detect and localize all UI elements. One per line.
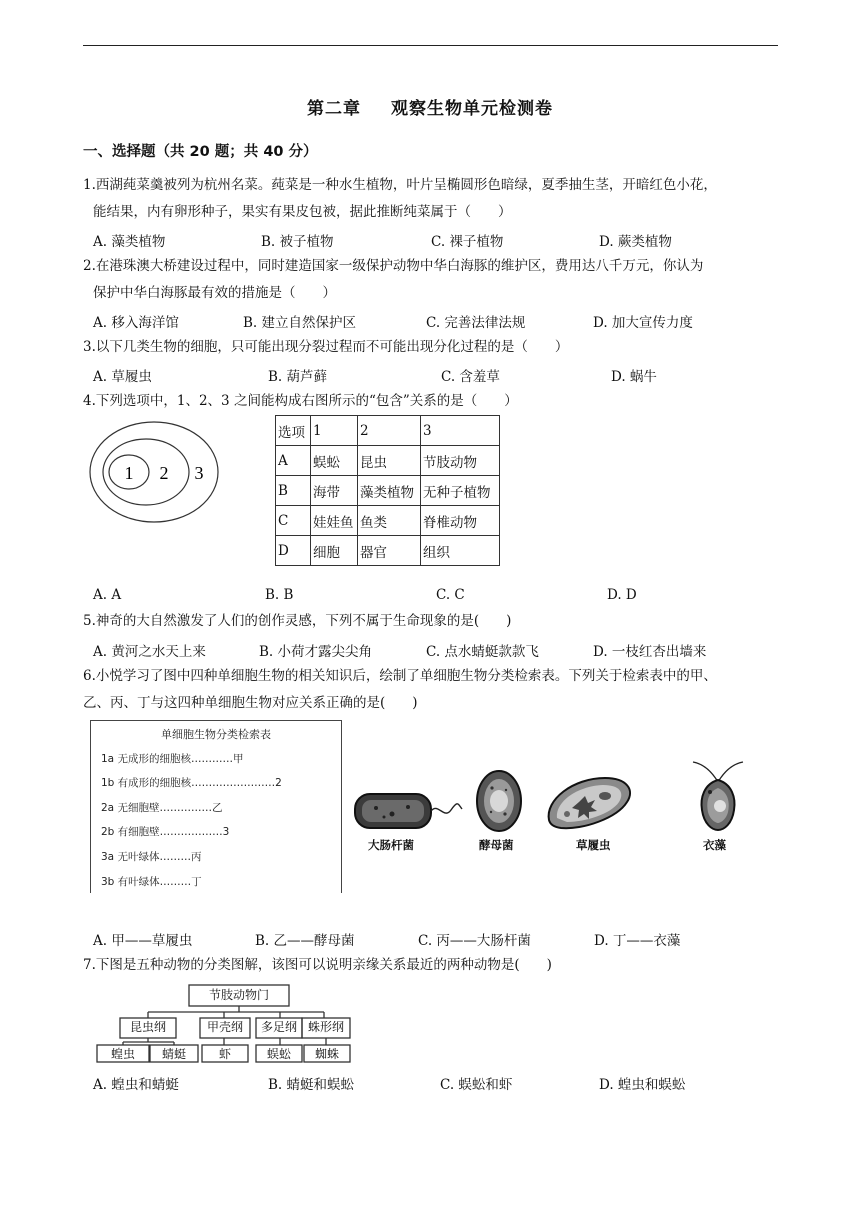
tree-class-label: 甲壳纲 — [206, 1020, 243, 1034]
question-6-options — [93, 929, 783, 951]
tree-animal-label: 蜈蚣 — [266, 1047, 291, 1061]
key-row: 1b 有成形的细胞核……………………2 — [101, 777, 282, 789]
key-row: 2b 有细胞壁………………3 — [101, 826, 230, 838]
option-a[interactable]: A. 移入海洋馆 — [93, 315, 179, 331]
question-5: 5.神奇的大自然激发了人们的创作灵感，下列不属于生命现象的是( ) — [83, 613, 512, 629]
paramecium-illustration — [543, 772, 635, 832]
option-d[interactable]: D. 蕨类植物 — [599, 234, 672, 250]
option-b[interactable]: B. B — [265, 587, 294, 603]
option-d[interactable]: D. 一枝红杏出墙来 — [593, 644, 707, 660]
tree-class-label: 蛛形纲 — [307, 1020, 344, 1034]
option-b[interactable]: B. 蜻蜓和蜈蚣 — [268, 1077, 355, 1093]
option-a[interactable]: A. A — [93, 587, 122, 603]
table-row: D 细胞 器官 组织 — [276, 536, 500, 566]
table-row: A 蜈蚣 昆虫 节肢动物 — [276, 446, 500, 476]
section-heading: 一、选择题（共 20 题；共 40 分） — [83, 144, 318, 160]
option-a[interactable]: A. 蝗虫和蜻蜓 — [93, 1077, 179, 1093]
header-rule — [83, 45, 778, 46]
option-a[interactable]: A. 甲——草履虫 — [93, 933, 193, 949]
circle-label-1: 1 — [124, 463, 134, 483]
tree-class-label: 昆虫纲 — [129, 1020, 166, 1034]
option-d[interactable]: D. 丁——衣藻 — [594, 933, 681, 949]
option-c[interactable]: C. 丙——大肠杆菌 — [418, 933, 531, 949]
option-b[interactable]: B. 葫芦藓 — [268, 369, 328, 385]
question-1: 1.西湖莼菜羹被列为杭州名菜。莼菜是一种水生植物，叶片呈椭圆形色暗绿，夏季抽生茎，开暗红色小花， 能结果，内有卵形种子，果实有果皮包被，据此推断纯菜属于（ ） — [83, 177, 717, 220]
option-a[interactable]: A. 黄河之水天上来 — [93, 644, 206, 660]
key-row: 3b 有叶绿体………丁 — [101, 876, 202, 888]
question-3: 3.以下几类生物的细胞，只可能出现分裂过程而不可能出现分化过程的是（ ） — [83, 339, 569, 355]
key-row: 1a 无成形的细胞核…………甲 — [101, 753, 244, 765]
option-b[interactable]: B. 被子植物 — [261, 234, 334, 250]
key-title: 单细胞生物分类检索表 — [161, 728, 271, 741]
organism-label-chlamydomonas: 衣藻 — [703, 838, 726, 852]
yeast-illustration — [474, 768, 524, 834]
option-b[interactable]: B. 小荷才露尖尖角 — [259, 644, 373, 660]
question-3-options — [93, 365, 783, 387]
tree-animal-label: 蜻蜓 — [161, 1047, 186, 1061]
option-c[interactable]: C. 含羞草 — [441, 369, 500, 385]
question-5-options — [93, 640, 783, 662]
question-4: 4.下列选项中，1、2、3 之间能构成右图所示的“包含”关系的是（ ） — [83, 393, 518, 409]
organism-label-paramecium: 草履虫 — [576, 838, 611, 852]
table-row: 选项 1 2 3 — [276, 416, 500, 446]
nested-circles-diagram — [86, 418, 226, 526]
page-title: 第二章 观察生物单元检测卷 — [307, 99, 553, 119]
option-d[interactable]: D. 蜗牛 — [611, 369, 657, 385]
option-b[interactable]: B. 乙——酵母菌 — [255, 933, 355, 949]
option-c[interactable]: C. 完善法律法规 — [426, 315, 526, 331]
circle-label-3: 3 — [194, 463, 204, 483]
table-row: B 海带 藻类植物 无种子植物 — [276, 476, 500, 506]
key-row: 3a 无叶绿体………丙 — [101, 851, 202, 863]
chlamydomonas-illustration — [690, 758, 746, 834]
tree-root-label: 节肢动物门 — [208, 988, 269, 1002]
option-c[interactable]: C. 裸子植物 — [431, 234, 504, 250]
question-4-options — [93, 587, 783, 609]
tree-animal-label: 蜘蛛 — [314, 1047, 339, 1061]
option-a[interactable]: A. 藻类植物 — [93, 234, 166, 250]
question-7-options — [93, 1073, 783, 1095]
option-d[interactable]: D. 蝗虫和蜈蚣 — [599, 1077, 686, 1093]
option-c[interactable]: C. 蜈蚣和虾 — [440, 1077, 513, 1093]
option-d[interactable]: D. 加大宣传力度 — [593, 315, 693, 331]
circle-label-2: 2 — [159, 463, 169, 483]
option-c[interactable]: C. C — [436, 587, 465, 603]
tree-animal-label: 蝗虫 — [110, 1047, 135, 1061]
question-4-table — [275, 415, 500, 566]
question-6: 6.小悦学习了图中四种单细胞生物的相关知识后，绘制了单细胞生物分类检索表。下列关于检索表中的甲、 乙、丙、丁与这四种单细胞生物对应关系正确的是( ) — [83, 668, 717, 711]
table-row: C 娃娃鱼 鱼类 脊椎动物 — [276, 506, 500, 536]
question-2-options — [93, 311, 783, 333]
organism-label-e-coli: 大肠杆菌 — [368, 838, 414, 852]
classification-key-box — [90, 720, 342, 893]
tree-class-label: 多足纲 — [260, 1020, 297, 1034]
option-d[interactable]: D. D — [607, 587, 637, 603]
option-c[interactable]: C. 点水蜻蜓款款飞 — [426, 644, 539, 660]
question-2: 2.在港珠澳大桥建设过程中，同时建造国家一级保护动物中华白海豚的维护区，费用达八千万元，你认为 保护中华白海豚最有效的措施是（ ） — [83, 258, 704, 301]
option-a[interactable]: A. 草履虫 — [93, 369, 152, 385]
e-coli-illustration — [352, 790, 464, 832]
question-1-options — [93, 230, 783, 252]
option-b[interactable]: B. 建立自然保护区 — [243, 315, 357, 331]
key-row: 2a 无细胞壁……………乙 — [101, 802, 223, 814]
tree-animal-label: 虾 — [218, 1047, 231, 1061]
question-7: 7.下图是五种动物的分类图解，该图可以说明亲缘关系最近的两种动物是( ) — [83, 957, 552, 973]
organism-label-yeast: 酵母菌 — [479, 838, 514, 852]
